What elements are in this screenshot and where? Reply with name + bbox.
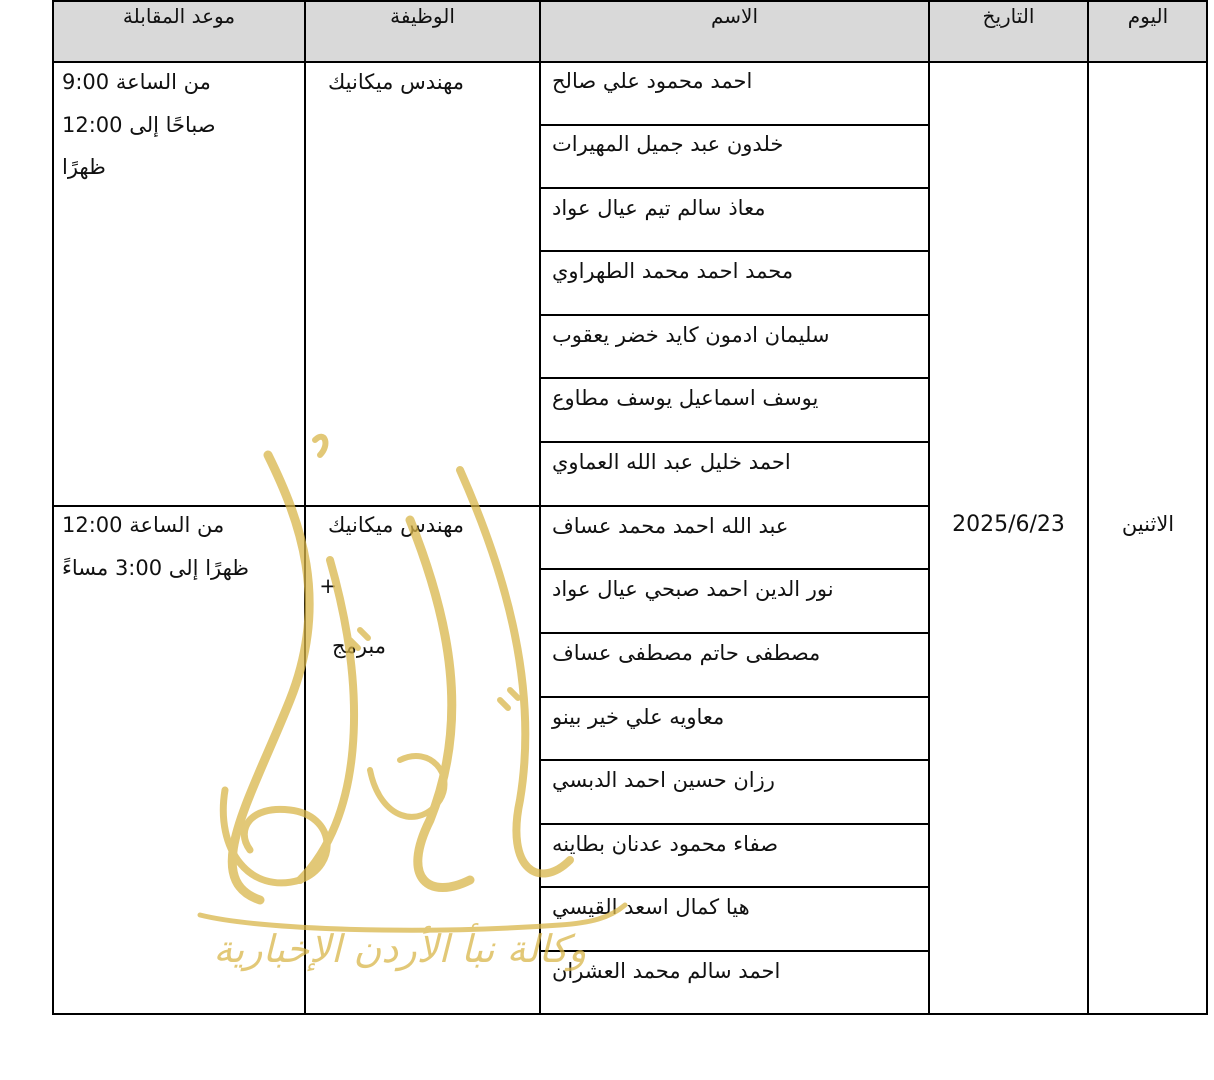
name-cell: معاويه علي خير بينو (552, 705, 725, 729)
row-divider (539, 124, 930, 126)
name-cell: محمد احمد محمد الطهراوي (552, 259, 794, 283)
row-divider (539, 632, 930, 634)
header-date: التاريخ (982, 4, 1035, 28)
column-divider (539, 0, 541, 1015)
name-cell: هيا كمال اسعد القيسي (552, 895, 750, 919)
row-divider (539, 568, 930, 570)
row-divider (539, 314, 930, 316)
name-cell: مصطفى حاتم مصطفى عساف (552, 641, 821, 665)
header-day: اليوم (1127, 4, 1169, 28)
table-border-bottom (52, 1013, 1208, 1015)
name-cell: سليمان ادمون كايد خضر يعقوب (552, 323, 830, 347)
name-cell: احمد محمود علي صالح (552, 69, 753, 93)
row-divider (539, 696, 930, 698)
row-divider (539, 377, 930, 379)
job-cell-group2-line2: مبرمج (332, 634, 386, 658)
name-cell: احمد سالم محمد العشران (552, 959, 781, 983)
table-border-right (1206, 0, 1208, 1015)
name-cell: خلدون عبد جميل المهيرات (552, 132, 784, 156)
header-name: الاسم (710, 4, 759, 28)
table-border-top (52, 0, 1208, 2)
date-cell: 2025/6/23 (952, 512, 1065, 537)
time-cell-group1-line2: صباحًا إلى 12:00 (62, 113, 216, 137)
column-divider (928, 0, 930, 1015)
day-cell: الاثنين (1121, 512, 1175, 536)
name-cell: معاذ سالم تيم عيال عواد (552, 196, 766, 220)
job-cell-group2-plus: + (319, 574, 337, 598)
row-divider (539, 187, 930, 189)
group-divider (52, 505, 541, 507)
row-divider (539, 886, 930, 888)
row-divider (539, 505, 930, 507)
row-divider (539, 250, 930, 252)
row-divider (539, 759, 930, 761)
name-cell: يوسف اسماعيل يوسف مطاوع (552, 386, 819, 410)
time-cell-group2-line2: ظهرًا إلى 3:00 مساءً (62, 556, 250, 580)
header-job: الوظيفة (390, 4, 455, 28)
header-interview-time: موعد المقابلة (122, 4, 236, 28)
row-divider (539, 823, 930, 825)
watermark-text: وكالة نبأ الأردن الإخبارية (213, 927, 587, 971)
column-divider (304, 0, 306, 1015)
time-cell-group1-line3: ظهرًا (62, 155, 106, 179)
name-cell: نور الدين احمد صبحي عيال عواد (552, 577, 834, 601)
job-cell-group2-line1: مهندس ميكانيك (327, 513, 464, 537)
name-cell: صفاء محمود عدنان بطاينه (552, 832, 779, 856)
job-cell-group1: مهندس ميكانيك (327, 70, 464, 94)
time-cell-group1-line1: من الساعة 9:00 (62, 70, 211, 94)
name-cell: عبد الله احمد محمد عساف (552, 514, 789, 538)
name-cell: احمد خليل عبد الله العماوي (552, 450, 791, 474)
column-divider (1087, 0, 1089, 1015)
name-cell: رزان حسين احمد الدبسي (552, 768, 775, 792)
row-divider (539, 950, 930, 952)
row-divider (539, 441, 930, 443)
time-cell-group2-line1: من الساعة 12:00 (62, 513, 225, 537)
table-border-left (52, 0, 54, 1015)
header-divider (52, 61, 1208, 63)
